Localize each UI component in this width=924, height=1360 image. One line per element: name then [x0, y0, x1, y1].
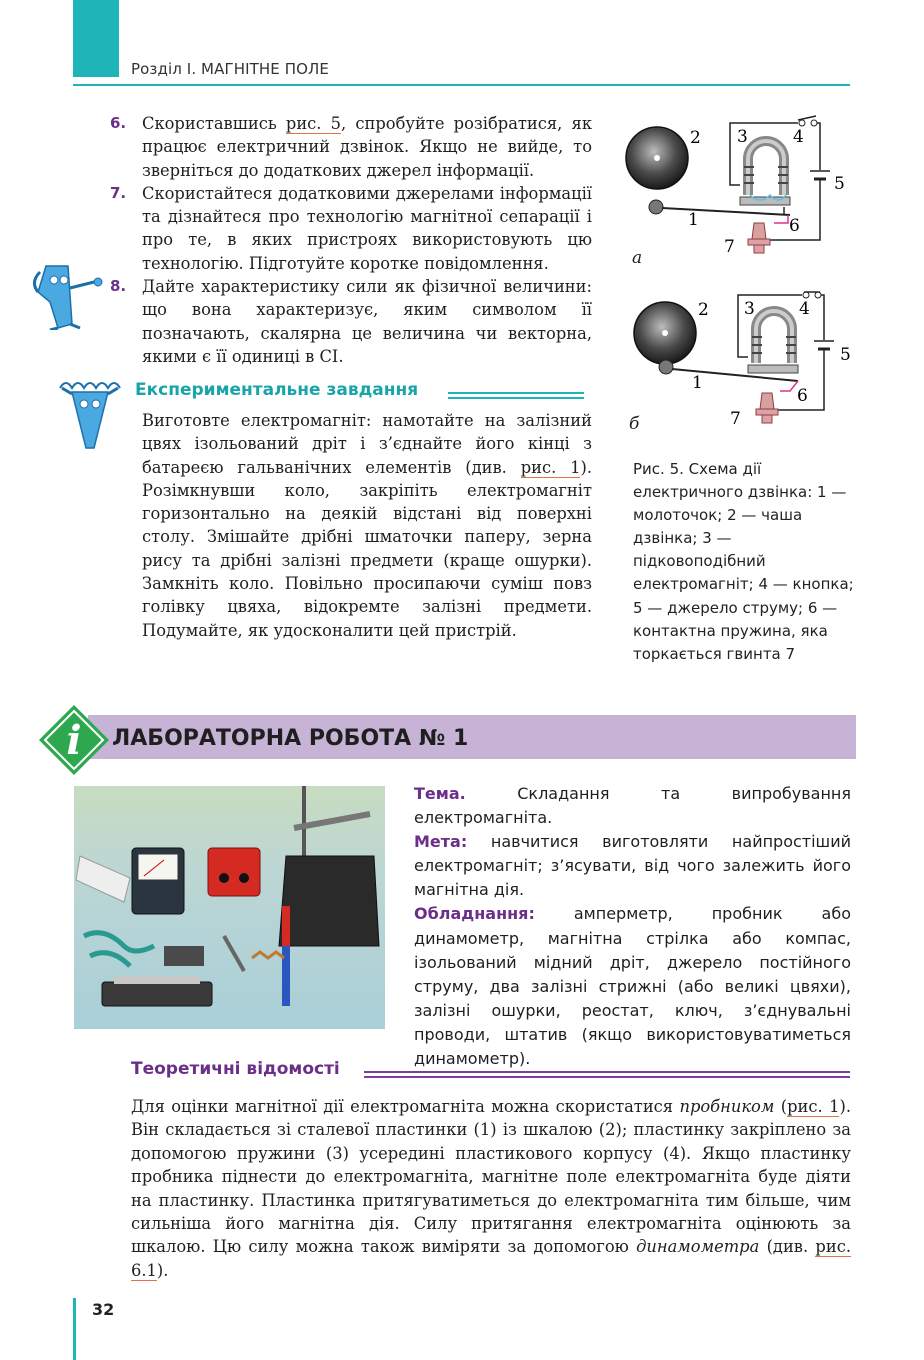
emphasis: динамометра: [636, 1237, 760, 1257]
label-1: 1: [688, 210, 699, 230]
theory-text: [131, 1095, 851, 1282]
label-4: 4: [799, 299, 810, 319]
lab-equipment: [414, 902, 851, 1071]
figure-link[interactable]: рис. 6.1: [131, 1237, 851, 1280]
header-divider: [73, 84, 850, 86]
label-7: 7: [724, 237, 735, 257]
text-fragment: Для оцінки магнітної дії електромагніта можна скористатися: [131, 1097, 680, 1116]
label-5: 5: [840, 345, 851, 365]
text-fragment: ). Розімкнувши коло, закріпіть електромагніт горизонтально на деякій відстані від поверхні столу. Змішайте дрібні шматочки паперу, зерна рису та дрібні залізні предмети (краще ошурки). Замкніть коло. Повільно просипаючи суміш повз голівку цвяха, відокремте залізні предмети. Подумайте, як удосконалити цей пристрій.: [142, 457, 593, 640]
emphasis: пробником: [679, 1097, 775, 1116]
text-fragment: , спробуйте розібратися, як працює електричний дзвінок. Якщо не вийде, то зверніться до додаткових джерел інформації.: [142, 114, 593, 180]
text-fragment: (див.: [759, 1237, 816, 1257]
lab-goal: [414, 830, 851, 902]
equipment-text: амперметр, пробник або динамометр, магнітна стрілка або компас, ізольований мідний дріт, джерело постійного струму, два залізні стрижні (або великі цвяхи), залізні ошурки, реостат, ключ, з’єднувальні проводи, штатив (якщо використовуватиметься динамометр).: [414, 904, 851, 1069]
label-1: 1: [692, 373, 703, 393]
question-number: 8.: [110, 277, 127, 296]
topic-label: Тема.: [414, 784, 466, 803]
topic-text: Складання та випробування електромагніта.: [414, 784, 851, 828]
lab-topic: [414, 782, 851, 830]
bell-diagram-a: [620, 115, 860, 265]
goal-text: навчитися виготовляти найпростіший електромагніт; з’ясувати, від чого залежить його магнітна дія.: [414, 832, 851, 900]
question-text: Дайте характеристику сили як фізичної величини: що вона характеризує, яким символом її позначають, скалярна це величина чи векторна, якими є її одиниці в СІ.: [142, 277, 592, 366]
goal-label: Мета:: [414, 832, 468, 852]
bell-diagram-b: [620, 285, 860, 435]
chapter-title: Розділ І. МАГНІТНЕ ПОЛЕ: [131, 60, 329, 78]
panel-label-a: а: [632, 248, 643, 268]
text-fragment: ). Він складається зі сталевої пластинки (1) із шкалою (2); пластинку закріплено за допомогою пружини (3) усередині пластикового корпусу (4). Якщо пластинку пробника піднести до електромагніта, магнітне поле електромагніта буде діяти на пластинку. Пластинка притягуватиметься до електромагніта тим більше, чим сильніша його магнітна дія. Силу притягання електромагніта оцінюють за шкалою. Цю силу можна також виміряти за допомогою: [131, 1097, 851, 1257]
label-7: 7: [730, 409, 741, 429]
question-8: [110, 275, 592, 368]
header-accent-block: [73, 0, 119, 77]
label-6: 6: [789, 216, 800, 236]
figure-link[interactable]: рис. 1: [787, 1097, 840, 1116]
figure-link[interactable]: рис. 5: [285, 114, 342, 133]
question-number: 6.: [110, 114, 127, 132]
experiment-mascot-icon: [52, 376, 130, 450]
label-4: 4: [793, 127, 804, 147]
theory-title: Теоретичні відомості: [131, 1059, 340, 1079]
page-number-bar: [73, 1298, 76, 1360]
label-3: 3: [744, 299, 755, 319]
panel-label-b: б: [629, 414, 640, 434]
text-fragment: Скориставшись: [142, 114, 286, 133]
experiment-title: Експериментальне завдання: [135, 380, 419, 400]
figure-caption: Рис. 5. Схема дії електричного дзвінка: 1 — молоточок; 2 — чаша дзвінка; 3 — підковоподібний електромагніт; 4 — кнопка; 5 — джерело струму; 6 — контактна пружина, яка торкається гвинта 7: [633, 460, 854, 663]
label-5: 5: [834, 174, 845, 194]
text-fragment: (: [774, 1097, 788, 1116]
experiment-title-rule: [448, 392, 584, 399]
label-6: 6: [797, 386, 808, 406]
text-fragment: ).: [156, 1260, 169, 1280]
label-2: 2: [698, 300, 709, 320]
label-3: 3: [737, 127, 748, 147]
figure-link[interactable]: рис. 1: [520, 457, 581, 477]
lab-title: ЛАБОРАТОРНА РОБОТА № 1: [112, 726, 469, 751]
text-fragment: Виготовте електромагніт: намотайте на залізний цвях ізольований дріт і з’єднайте його кінці з батареєю гальванічних елементів (див.: [142, 411, 592, 477]
info-icon: [38, 704, 110, 776]
lab-info: [414, 782, 851, 1071]
question-text: Скористайтеся додатковими джерелами інформації та дізнайтеся про технологію магнітної сепарації і про те, в яких пристроях використовують цю технологію. Підготуйте коротке повідомлення.: [142, 183, 592, 273]
page-number: 32: [92, 1300, 115, 1319]
theory-title-rule: [364, 1071, 850, 1078]
question-text: [142, 112, 592, 182]
question-number: 7.: [110, 183, 127, 202]
thinking-mascot-icon: [28, 262, 110, 330]
equipment-label: Обладнання:: [414, 904, 535, 924]
lab-equipment-photo: [74, 786, 385, 1029]
question-6: [110, 112, 592, 182]
question-7: [110, 182, 592, 275]
experiment-text: [142, 409, 592, 642]
label-2: 2: [690, 128, 701, 148]
question-list: [110, 112, 592, 368]
info-letter: i: [66, 717, 82, 764]
